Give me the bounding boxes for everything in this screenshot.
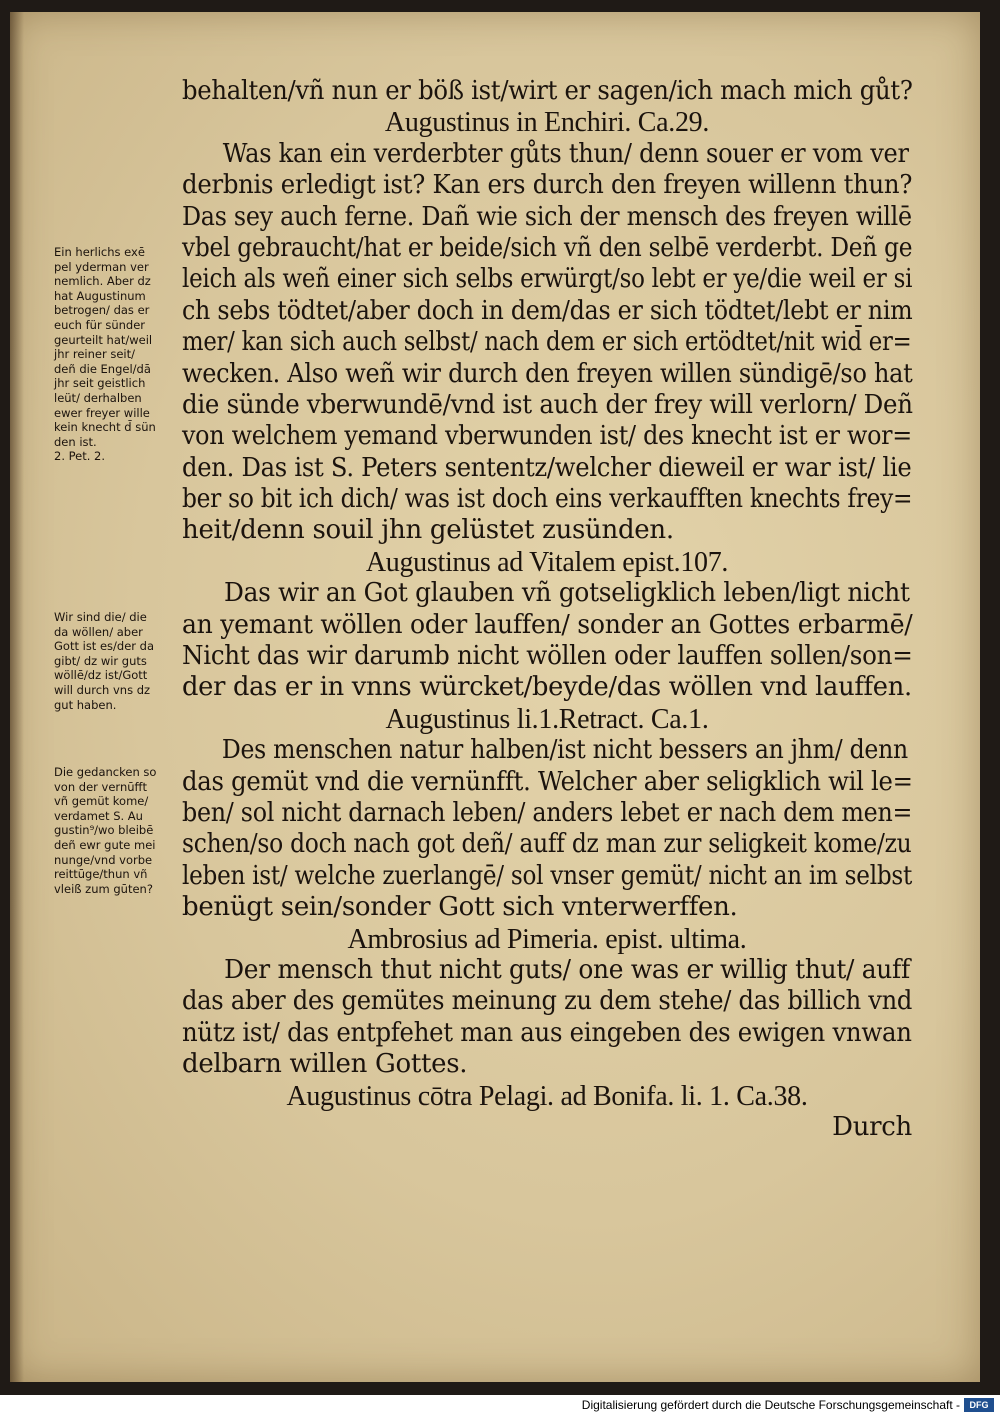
text-line: delbarn willen Gottes. xyxy=(182,1049,468,1080)
section-heading: Augustinus in Enchiri. Ca.29. xyxy=(384,107,710,139)
text-line: ben/ sol nicht darnach leben/ anders lebet er nach dem men= xyxy=(182,797,913,828)
text-line: Der mensch thut nicht guts/ one was er willig thut/ auff xyxy=(224,954,910,985)
margin-note-line: von der vernūfft xyxy=(54,779,147,794)
margin-note-line: verdamet S. Au xyxy=(54,808,143,823)
text-line: an yemant wöllen oder lauffen/ sonder an Gottes erbarmē/ xyxy=(182,609,913,640)
margin-note-line: Wir sind die/ die xyxy=(54,610,147,624)
section-heading: Augustinus cōtra Pelagi. ad Bonifa. li. 1. Ca.38. xyxy=(286,1080,808,1112)
margin-note-line: deñ ewr gute mei xyxy=(54,837,156,852)
section-heading: Augustinus li.1.Retract. Ca.1. xyxy=(385,703,709,735)
text-line: von welchem yemand vberwunden ist/ des knecht ist er wor= xyxy=(182,421,912,452)
margin-note-line: geurteilt hat/weil xyxy=(54,332,153,347)
margin-note-line: wöllē/dz ist/Gott xyxy=(54,668,148,683)
text-line: Des menschen natur halben/ist nicht bessers an jhm/ denn xyxy=(221,735,908,766)
margin-note-line: pel yderman ver xyxy=(54,259,149,274)
text-line: leben ist/ welche zuerlangē/ sol vnser gemüt/ nicht an im selbst xyxy=(182,860,912,891)
margin-note-line: den ist. xyxy=(54,434,97,449)
margin-note-line: da wöllen/ aber xyxy=(54,624,143,639)
text-line: den. Das ist S. Peters sententz/welcher dieweil er war ist/ lie xyxy=(182,452,912,483)
text-line: heit/denn souil jhn gelüstet zusünden. xyxy=(182,515,674,546)
margin-note-line: Gott ist es/der da xyxy=(54,639,155,654)
text-line: wecken. Also weñ wir durch den freyen willen sündigē/so hat xyxy=(182,358,913,389)
text-line: Das sey auch ferne. Dañ wie sich der mensch des freyen willē xyxy=(182,201,912,232)
margin-note-3 xyxy=(54,765,190,896)
text-line: ch sebs tödtet/aber doch in dem/das er sich tödtet/lebt er nim xyxy=(182,295,913,326)
section-heading: Augustinus ad Vitalem epist.107. xyxy=(365,546,729,578)
margin-note-line: jhr reiner seit/ xyxy=(54,347,136,362)
margin-note-line: deñ die Engel/dā xyxy=(54,361,151,376)
margin-note-line: hat Augustinum xyxy=(54,288,146,303)
text-line: der das er in vnns würcket/beyde/das wöllen vnd lauffen. xyxy=(182,672,912,703)
margin-note-line: vñ gemüt kome/ xyxy=(54,794,149,809)
margin-note-line: vleiß zum gūten? xyxy=(54,881,153,896)
text-line: Was kan ein verderbter gůts thun/ denn souer er vom ver xyxy=(222,138,909,169)
margin-note-1 xyxy=(54,245,190,464)
text-line: mer/ kan sich auch selbst/ nach dem er sich ertödtet/nit wid̄ er= xyxy=(182,327,912,358)
text-line: das aber des gemütes meinung zu dem stehe/ das billich vnd xyxy=(182,986,913,1017)
section-heading: Ambrosius ad Pimeria. epist. ultima. xyxy=(347,923,747,955)
margin-note-line: reittūge/thun vñ xyxy=(54,867,148,882)
margin-note-line: 2. Pet. 2. xyxy=(54,449,106,464)
margin-note-line: nunge/vnd vorbe xyxy=(54,852,153,867)
margin-note-line: gustin⁹/wo bleibē xyxy=(54,823,154,838)
margin-note-line: euch für sünder xyxy=(54,317,146,332)
margin-note-line: leüt/ derhalben xyxy=(54,390,142,405)
margin-note-line: Die gedancken so xyxy=(54,765,157,779)
main-text-block xyxy=(182,76,912,1143)
footer-credit: Digitalisierung gefördert durch die Deutsche Forschungsgemeinschaft - xyxy=(581,1398,960,1412)
text-line: Nicht das wir darumb nicht wöllen oder lauffen sollen/son= xyxy=(182,641,913,672)
margin-note-line: Ein herlichs exē xyxy=(54,245,145,259)
text-line: ber so bit ich dich/ was ist doch eins verkaufften knechts frey= xyxy=(182,484,913,515)
text-line: die sünde vberwundē/vnd ist auch der frey will verlorn/ Deñ xyxy=(182,389,913,420)
text-line: derbnis erledigt ist? Kan ers durch den freyen willenn thun? xyxy=(182,170,913,201)
footer-bar xyxy=(0,1395,1000,1415)
margin-note-line: will durch vns dz xyxy=(54,682,151,697)
margin-note-line: ewer freyer wille xyxy=(54,405,150,420)
text-line: behalten/vñ nun er böß ist/wirt er sagen/ich mach mich gůt? xyxy=(182,76,913,106)
margin-note-2 xyxy=(54,610,190,712)
text-line: leich als weñ einer sich selbs erwürgt/so lebt er ye/die weil er si xyxy=(182,264,913,295)
page-gutter-shadow xyxy=(10,12,24,1382)
text-line: benügt sein/sonder Gott sich vnterwerffen. xyxy=(182,892,738,923)
text-line: nütz ist/ das entpfehet man aus eingeben des ewigen vnwan xyxy=(182,1017,912,1048)
margin-note-line: jhr seit geistlich xyxy=(54,376,146,391)
text-line: das gemüt vnd die vernünfft. Welcher aber seligklich wil le= xyxy=(182,766,913,797)
dfg-logo: DFG xyxy=(964,1398,994,1412)
text-line: Das wir an Got glauben vñ gotseligklich leben/ligt nicht xyxy=(223,578,910,609)
catchword: Durch xyxy=(832,1111,912,1142)
text-line: vbel gebraucht/hat er beide/sich vñ den selbē verderbt. Deñ ge xyxy=(182,232,913,263)
margin-note-line: nemlich. Aber dz xyxy=(54,274,151,289)
margin-note-line: kein knecht d̄ sün xyxy=(54,420,156,435)
text-line: schen/so doch nach got deñ/ auff dz man zur seligkeit kome/zu xyxy=(182,829,912,860)
margin-note-line: gut haben. xyxy=(54,697,117,712)
margin-note-line: betrogen/ das er xyxy=(54,303,150,318)
margin-note-line: gibt/ dz wir guts xyxy=(54,653,147,668)
